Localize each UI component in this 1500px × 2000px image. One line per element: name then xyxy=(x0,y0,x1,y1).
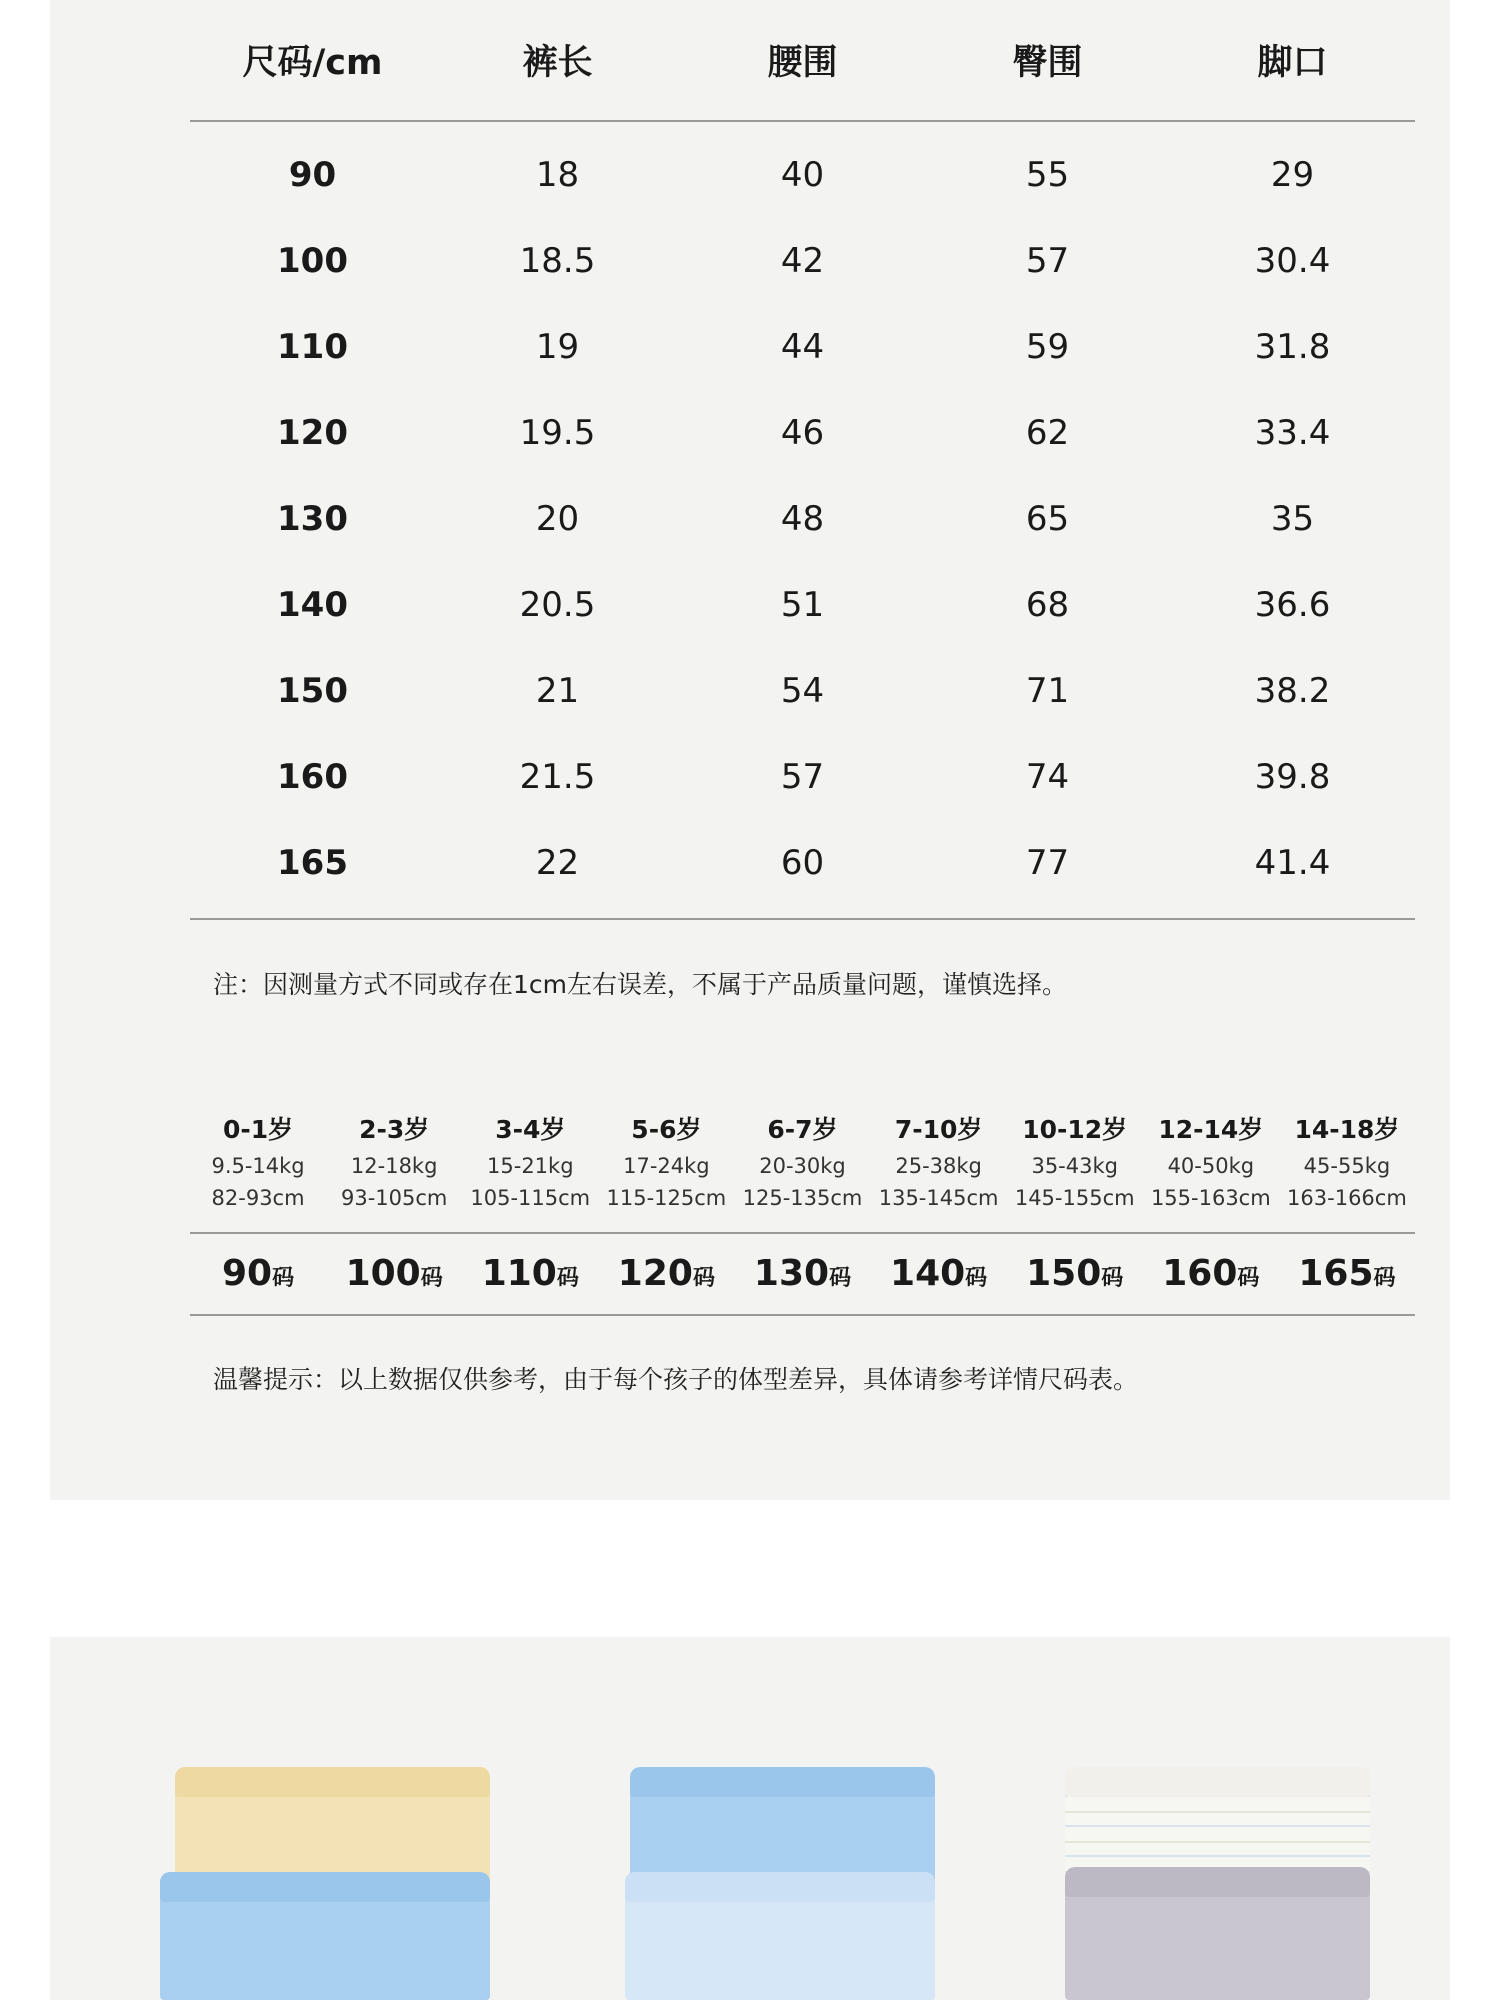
size-code xyxy=(598,1234,734,1314)
size-code xyxy=(1279,1234,1415,1314)
table-row xyxy=(190,132,1415,218)
table-cell: 42 xyxy=(780,241,825,281)
size-code-unit: 码 xyxy=(965,1266,988,1291)
size-table xyxy=(190,0,1415,920)
size-code-unit: 码 xyxy=(1237,1266,1260,1291)
table-cell: 62 xyxy=(1025,413,1070,453)
table-row xyxy=(190,734,1415,820)
size-code-number: 165 xyxy=(1298,1253,1374,1294)
product-gallery xyxy=(50,1637,1450,2000)
table-cell: 21.5 xyxy=(519,757,596,797)
table-row xyxy=(190,476,1415,562)
shorts-grey xyxy=(1065,1867,1370,2000)
age-size-guide xyxy=(190,1110,1415,1316)
age-label: 6-7岁 xyxy=(767,1115,838,1144)
table-cell: 33.4 xyxy=(1254,413,1331,453)
table-row xyxy=(190,820,1415,906)
table-cell: 38.2 xyxy=(1254,671,1331,711)
table-cell: 30.4 xyxy=(1254,241,1331,281)
size-code xyxy=(1143,1234,1279,1314)
table-cell: 18.5 xyxy=(519,241,596,281)
table-cell: 35 xyxy=(1270,499,1315,539)
table-cell: 18 xyxy=(535,155,580,195)
size-code-number: 160 xyxy=(1162,1253,1238,1294)
product-image-stripe-grey[interactable] xyxy=(1025,1767,1405,2000)
table-cell: 140 xyxy=(277,585,348,625)
height-range: 145-155cm xyxy=(1014,1186,1135,1210)
table-cell: 19.5 xyxy=(519,413,596,453)
weight-range: 45-55kg xyxy=(1303,1154,1391,1178)
table-cell: 20 xyxy=(535,499,580,539)
table-cell: 40 xyxy=(780,155,825,195)
age-column xyxy=(734,1110,870,1214)
table-cell: 36.6 xyxy=(1254,585,1331,625)
size-code-unit: 码 xyxy=(420,1266,443,1291)
size-code-number: 140 xyxy=(890,1253,966,1294)
table-cell: 48 xyxy=(780,499,825,539)
product-image-blue-lightblue[interactable] xyxy=(590,1767,970,2000)
weight-range: 40-50kg xyxy=(1167,1154,1255,1178)
table-cell: 68 xyxy=(1025,585,1070,625)
table-row xyxy=(190,304,1415,390)
divider xyxy=(190,918,1415,920)
size-code-number: 90 xyxy=(221,1253,273,1294)
height-range: 93-105cm xyxy=(340,1186,448,1210)
table-cell: 160 xyxy=(277,757,348,797)
table-cell: 100 xyxy=(277,241,348,281)
table-cell: 90 xyxy=(288,155,337,195)
size-code-unit: 码 xyxy=(829,1266,852,1291)
table-row xyxy=(190,390,1415,476)
age-label: 12-14岁 xyxy=(1158,1115,1264,1144)
table-cell: 22 xyxy=(535,843,580,883)
age-column xyxy=(871,1110,1007,1214)
age-column xyxy=(1279,1110,1415,1214)
table-cell: 29 xyxy=(1270,155,1315,195)
age-label: 10-12岁 xyxy=(1022,1115,1128,1144)
table-cell: 55 xyxy=(1025,155,1070,195)
table-row xyxy=(190,648,1415,734)
header-hem: 脚口 xyxy=(1257,43,1328,83)
table-cell: 57 xyxy=(1025,241,1070,281)
size-code xyxy=(1007,1234,1143,1314)
age-label: 2-3岁 xyxy=(359,1115,430,1144)
table-cell: 71 xyxy=(1025,671,1070,711)
table-cell: 65 xyxy=(1025,499,1070,539)
table-cell: 51 xyxy=(780,585,825,625)
size-code-number: 110 xyxy=(481,1253,557,1294)
header-length: 裤长 xyxy=(522,43,593,83)
measurement-note: 注：因测量方式不同或存在1cm左右误差，不属于产品质量问题，谨慎选择。 xyxy=(213,970,1068,999)
size-code-unit: 码 xyxy=(692,1266,715,1291)
size-code xyxy=(734,1234,870,1314)
size-code-number: 150 xyxy=(1026,1253,1102,1294)
table-cell: 20.5 xyxy=(519,585,596,625)
age-label: 5-6岁 xyxy=(631,1115,702,1144)
table-cell: 39.8 xyxy=(1254,757,1331,797)
size-code-number: 100 xyxy=(345,1253,421,1294)
size-code-number: 120 xyxy=(617,1253,693,1294)
size-code-unit: 码 xyxy=(1373,1266,1396,1291)
weight-range: 35-43kg xyxy=(1031,1154,1118,1178)
size-table-header xyxy=(190,0,1415,120)
height-range: 155-163cm xyxy=(1150,1186,1271,1210)
age-column xyxy=(1007,1110,1143,1214)
height-range: 125-135cm xyxy=(742,1186,863,1210)
size-chart-panel xyxy=(50,0,1450,1500)
age-label: 3-4岁 xyxy=(495,1115,566,1144)
product-image-yellow-blue[interactable] xyxy=(150,1767,530,2000)
table-row xyxy=(190,562,1415,648)
weight-range: 9.5-14kg xyxy=(211,1154,305,1178)
table-cell: 77 xyxy=(1025,843,1070,883)
age-column xyxy=(326,1110,462,1214)
table-cell: 74 xyxy=(1025,757,1070,797)
height-range: 135-145cm xyxy=(878,1186,999,1210)
table-cell: 165 xyxy=(277,843,348,883)
table-cell: 54 xyxy=(780,671,825,711)
age-label: 7-10岁 xyxy=(894,1115,983,1144)
weight-range: 15-21kg xyxy=(487,1154,574,1178)
table-cell: 19 xyxy=(535,327,580,367)
table-cell: 41.4 xyxy=(1254,843,1331,883)
table-cell: 44 xyxy=(780,327,825,367)
age-column xyxy=(462,1110,598,1214)
header-waist: 腰围 xyxy=(767,43,838,83)
table-cell: 120 xyxy=(277,413,348,453)
size-code-unit: 码 xyxy=(1101,1266,1124,1291)
table-cell: 59 xyxy=(1025,327,1070,367)
header-hip: 臀围 xyxy=(1012,43,1083,83)
table-cell: 57 xyxy=(780,757,825,797)
divider xyxy=(190,1314,1415,1316)
table-cell: 46 xyxy=(780,413,825,453)
size-code-unit: 码 xyxy=(272,1266,295,1291)
age-label: 14-18岁 xyxy=(1294,1115,1400,1144)
table-cell: 31.8 xyxy=(1254,327,1331,367)
size-code-number: 130 xyxy=(753,1253,830,1294)
table-cell: 60 xyxy=(780,843,825,883)
size-table-body xyxy=(190,122,1415,918)
age-label: 0-1岁 xyxy=(222,1115,294,1144)
age-column xyxy=(1143,1110,1279,1214)
size-code xyxy=(190,1234,326,1314)
weight-range: 12-18kg xyxy=(350,1154,438,1178)
age-column xyxy=(598,1110,734,1214)
weight-range: 17-24kg xyxy=(623,1154,710,1178)
weight-range: 20-30kg xyxy=(759,1154,846,1178)
age-column xyxy=(190,1110,326,1214)
height-range: 115-125cm xyxy=(606,1186,727,1210)
height-range: 82-93cm xyxy=(211,1186,305,1210)
age-guide-info xyxy=(190,1110,1415,1232)
warm-tip: 温馨提示：以上数据仅供参考，由于每个孩子的体型差异，具体请参考详情尺码表。 xyxy=(213,1365,1139,1394)
shorts-light-blue xyxy=(625,1872,935,2000)
table-cell: 150 xyxy=(277,671,348,711)
size-code-row xyxy=(190,1234,1415,1314)
height-range: 105-115cm xyxy=(470,1186,591,1210)
size-code xyxy=(871,1234,1007,1314)
shorts-blue xyxy=(160,1872,490,2000)
table-cell: 21 xyxy=(535,671,580,711)
size-code xyxy=(462,1234,598,1314)
size-code-unit: 码 xyxy=(556,1266,579,1291)
table-cell: 130 xyxy=(277,499,348,539)
height-range: 163-166cm xyxy=(1287,1186,1407,1210)
table-cell: 110 xyxy=(277,327,348,367)
weight-range: 25-38kg xyxy=(895,1154,982,1178)
table-row xyxy=(190,218,1415,304)
header-size: 尺码/cm xyxy=(242,43,383,83)
size-code xyxy=(326,1234,462,1314)
